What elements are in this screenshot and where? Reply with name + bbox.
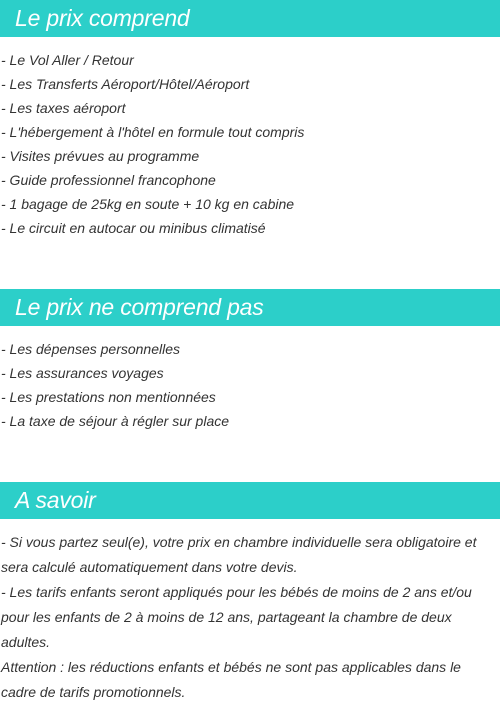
section-title-good-to-know: A savoir — [15, 487, 96, 513]
not-included-list — [1, 337, 500, 433]
list-item: - Les Transferts Aéroport/Hôtel/Aéroport — [1, 76, 250, 92]
included-list — [1, 48, 500, 240]
list-item: - Les dépenses personnelles — [1, 341, 181, 357]
section-header-good-to-know — [0, 482, 500, 519]
info-paragraph: Attention : les réductions enfants et bébés ne sont pas applicables dans le cadre de tarifs promotionnels. — [1, 659, 461, 700]
list-item: - Les taxes aéroport — [1, 100, 126, 116]
list-item: - Le Vol Aller / Retour — [1, 52, 134, 68]
section-title-not-included: Le prix ne comprend pas — [15, 294, 264, 320]
section-header-included — [0, 0, 500, 37]
info-paragraph: - Les tarifs enfants seront appliqués pour les bébés de moins de 2 ans et/ou pour les enfants de 2 à moins de 12 ans, partageant la chambre de deux adultes. — [1, 584, 472, 650]
list-item: - Le circuit en autocar ou minibus climatisé — [1, 220, 266, 236]
section-header-not-included — [0, 289, 500, 326]
list-item: - 1 bagage de 25kg en soute + 10 kg en cabine — [1, 196, 295, 212]
section-title-included: Le prix comprend — [15, 5, 190, 31]
list-item: - Les prestations non mentionnées — [1, 389, 216, 405]
good-to-know-text — [1, 530, 498, 705]
list-item: - Visites prévues au programme — [1, 148, 200, 164]
list-item: - L'hébergement à l'hôtel en formule tout compris — [1, 124, 305, 140]
list-item: - Les assurances voyages — [1, 365, 164, 381]
list-item: - La taxe de séjour à régler sur place — [1, 413, 230, 429]
info-paragraph: - Si vous partez seul(e), votre prix en chambre individuelle sera obligatoire et sera calculé automatiquement dans votre devis. — [1, 534, 477, 575]
list-item: - Guide professionnel francophone — [1, 172, 216, 188]
